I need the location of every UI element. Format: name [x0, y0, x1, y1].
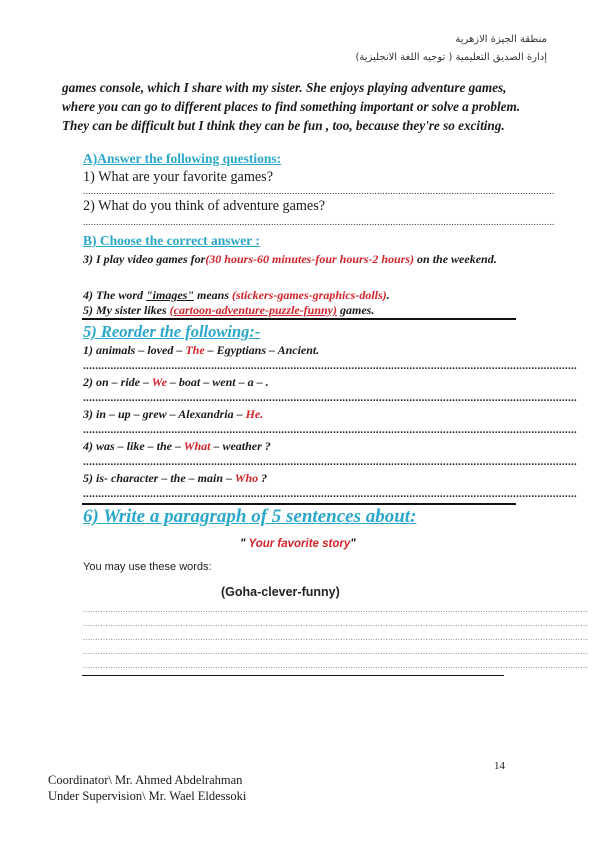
paragraph-topic: " Your favorite story"	[240, 538, 356, 550]
divider	[82, 675, 504, 676]
reorder-answer-line-3[interactable]: ..................................................................................................................................................................	[83, 424, 578, 436]
reorder-answer-line-2[interactable]: ..................................................................................................................................................................	[83, 392, 578, 404]
section-6-title: 6) Write a paragraph of 5 sentences about:	[83, 506, 417, 527]
reorder-answer-line-5[interactable]: ..................................................................................................................................................................	[83, 488, 578, 500]
divider	[82, 503, 516, 505]
reorder-item-2: 2) on – ride – We – boat – went – a – .	[83, 375, 269, 389]
page-number: 14	[494, 760, 505, 772]
reorder-item-1: 1) animals – loved – The – Egyptians – Ancient.	[83, 343, 320, 357]
header-region: منطقة الجيزة الازهرية	[455, 34, 547, 45]
writing-line-1[interactable]: ..........................................................................................................................................................................................................	[83, 605, 588, 614]
hint-text: You may use these words:	[83, 561, 212, 573]
reorder-answer-line-4[interactable]: ..................................................................................................................................................................	[83, 456, 578, 468]
suggested-words: (Goha-clever-funny)	[221, 585, 340, 599]
reorder-answer-line-1[interactable]: ..................................................................................................................................................................	[83, 360, 578, 372]
section-a-title: A)Answer the following questions:	[83, 151, 282, 166]
divider	[82, 318, 516, 320]
header-administration: إدارة الصديق التعليمية ( توجيه اللغة الانجليزية)	[355, 52, 547, 63]
choice-options-5: (cartoon-adventure-puzzle-funny)	[169, 303, 338, 317]
writing-line-2[interactable]: ..........................................................................................................................................................................................................	[83, 619, 588, 628]
writing-line-4[interactable]: ..........................................................................................................................................................................................................	[83, 647, 588, 656]
answer-line-2[interactable]: ..................................................................................................................................................................................	[83, 217, 555, 227]
question-1: 1) What are your favorite games?	[83, 169, 274, 185]
reorder-item-5: 5) is- character – the – main – Who ?	[83, 471, 268, 485]
answer-line-1[interactable]: ..................................................................................................................................................................................	[83, 186, 555, 196]
choose-question-5: 5) My sister likes (cartoon-adventure-puzzle-funny) games.	[83, 303, 375, 317]
footer-coordinator: Coordinator\ Mr. Ahmed Abdelrahman	[48, 773, 243, 787]
writing-line-3[interactable]: ..........................................................................................................................................................................................................	[83, 633, 588, 642]
section-5-title: 5) Reorder the following:-	[83, 322, 261, 341]
choose-question-4: 4) The word "images" means (stickers-games-graphics-dolls).	[83, 288, 390, 302]
choose-question-3: 3) I play video games for(30 hours-60 minutes-four hours-2 hours) on the weekend.	[83, 252, 497, 266]
reorder-item-3: 3) in – up – grew – Alexandria – He.	[83, 407, 264, 421]
writing-line-5[interactable]: ..........................................................................................................................................................................................................	[83, 661, 588, 670]
reading-passage: games console, which I share with my sister. She enjoys playing adventure games, where you can go to different places to find something important or solve a problem. They can be difficult but I think they can be fun , too, because they're so exciting.	[62, 80, 521, 133]
footer-supervision: Under Supervision\ Mr. Wael Eldessoki	[48, 789, 247, 803]
section-b-title: B) Choose the correct answer :	[83, 233, 260, 248]
reorder-item-4: 4) was – like – the – What – weather ?	[83, 439, 271, 453]
question-2: 2) What do you think of adventure games?	[83, 198, 326, 214]
choice-options-4: (stickers-games-graphics-dolls)	[232, 288, 387, 302]
choice-options-3: (30 hours-60 minutes-four hours-2 hours)	[205, 252, 415, 266]
